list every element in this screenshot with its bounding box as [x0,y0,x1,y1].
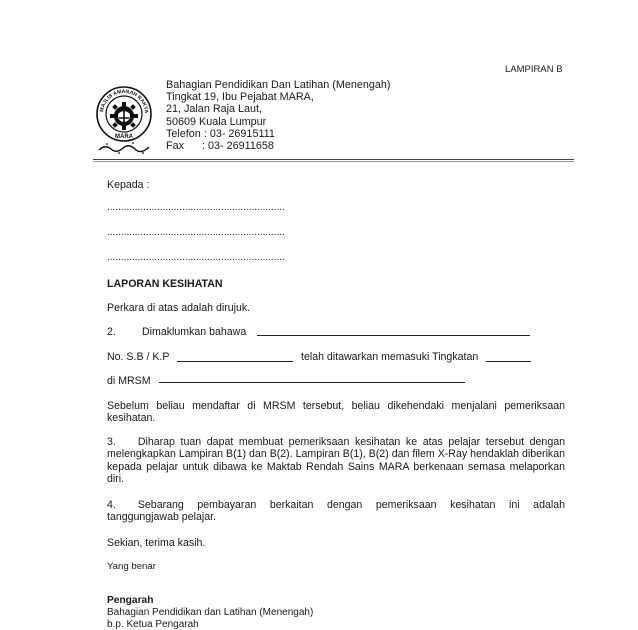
address-line: 21, Jalan Raja Laut, [166,103,263,116]
para4-text: Sebarang pembayaran berkaitan dengan pemeriksaan kesihatan ini adalah tanggungjawab pelajar. [107,499,565,524]
header-divider-secondary [93,161,574,162]
recipient-label: Kepada : [107,179,150,191]
letter-subject: LAPORAN KESIHATAN [107,278,223,290]
signature-on-behalf: b.p. Ketua Pengarah [107,619,199,630]
form-level-blank [486,361,531,362]
header-divider [93,159,574,160]
address-line: Bahagian Pendidikan Dan Latihan (Menengah) [166,79,391,91]
intro-text: Perkara di atas adalah dirujuk. [107,302,251,314]
closing-text: Sekian, terima kasih. [107,537,206,549]
para3 [107,436,565,486]
para2-text: Dimaklumkan bahawa [142,326,247,338]
para4-number: 4. [107,499,116,511]
para4 [107,499,565,524]
address-line: 50609 Kuala Lumpur [166,115,267,128]
address-line: Tingkat 19, Ibu Pejabat MARA, [166,91,314,104]
offered-text: telah ditawarkan memasuki Tingkatan [301,351,479,363]
sign-off: Yang benar [107,561,156,572]
para2-number: 2. [107,326,116,338]
recipient-line: ................................................................ [107,252,285,263]
logo-bottom-text: MARA [115,134,133,140]
mara-logo [95,80,153,156]
signature-dept: Bahagian Pendidikan dan Latihan (Menengah) [107,607,314,618]
address-line: Telefon : 03- 26915111 [166,127,275,140]
para3-number: 3. [107,436,116,448]
exam-paragraph: Sebelum beliau mendaftar di MRSM tersebut, beliau dikehendaki menjalani pemeriksaan kesihatan. [107,400,565,425]
student-name-blank [257,335,530,336]
logo-ring-text: MAJLIS AMANAH RAKYA [99,88,150,114]
para3-text: Diharap tuan dapat membuat pemeriksaan kesihatan ke atas pelajar tersebut dengan melengkapkan Lampiran B(1) dan B(2). Lampiran B(1), B(2) dan filem X-Ray hendaklah diberikan kepada pelajar untuk dibawa ke Maktab Rendah Sains MARA berkenaan semasa melaporkan diri. [107,436,565,486]
address-block [166,79,391,152]
recipient-line: ................................................................ [107,227,285,238]
recipient-line: ................................................................ [107,202,285,213]
mrsm-label: di MRSM [107,375,151,387]
attachment-label: LAMPIRAN B [505,64,563,75]
sb-kp-blank [177,361,293,362]
sb-kp-label: No. S.B / K.P [107,351,170,363]
signature-title: Pengarah [107,595,154,606]
mrsm-blank [159,382,465,383]
address-line: Fax : 03- 26911658 [166,140,274,153]
